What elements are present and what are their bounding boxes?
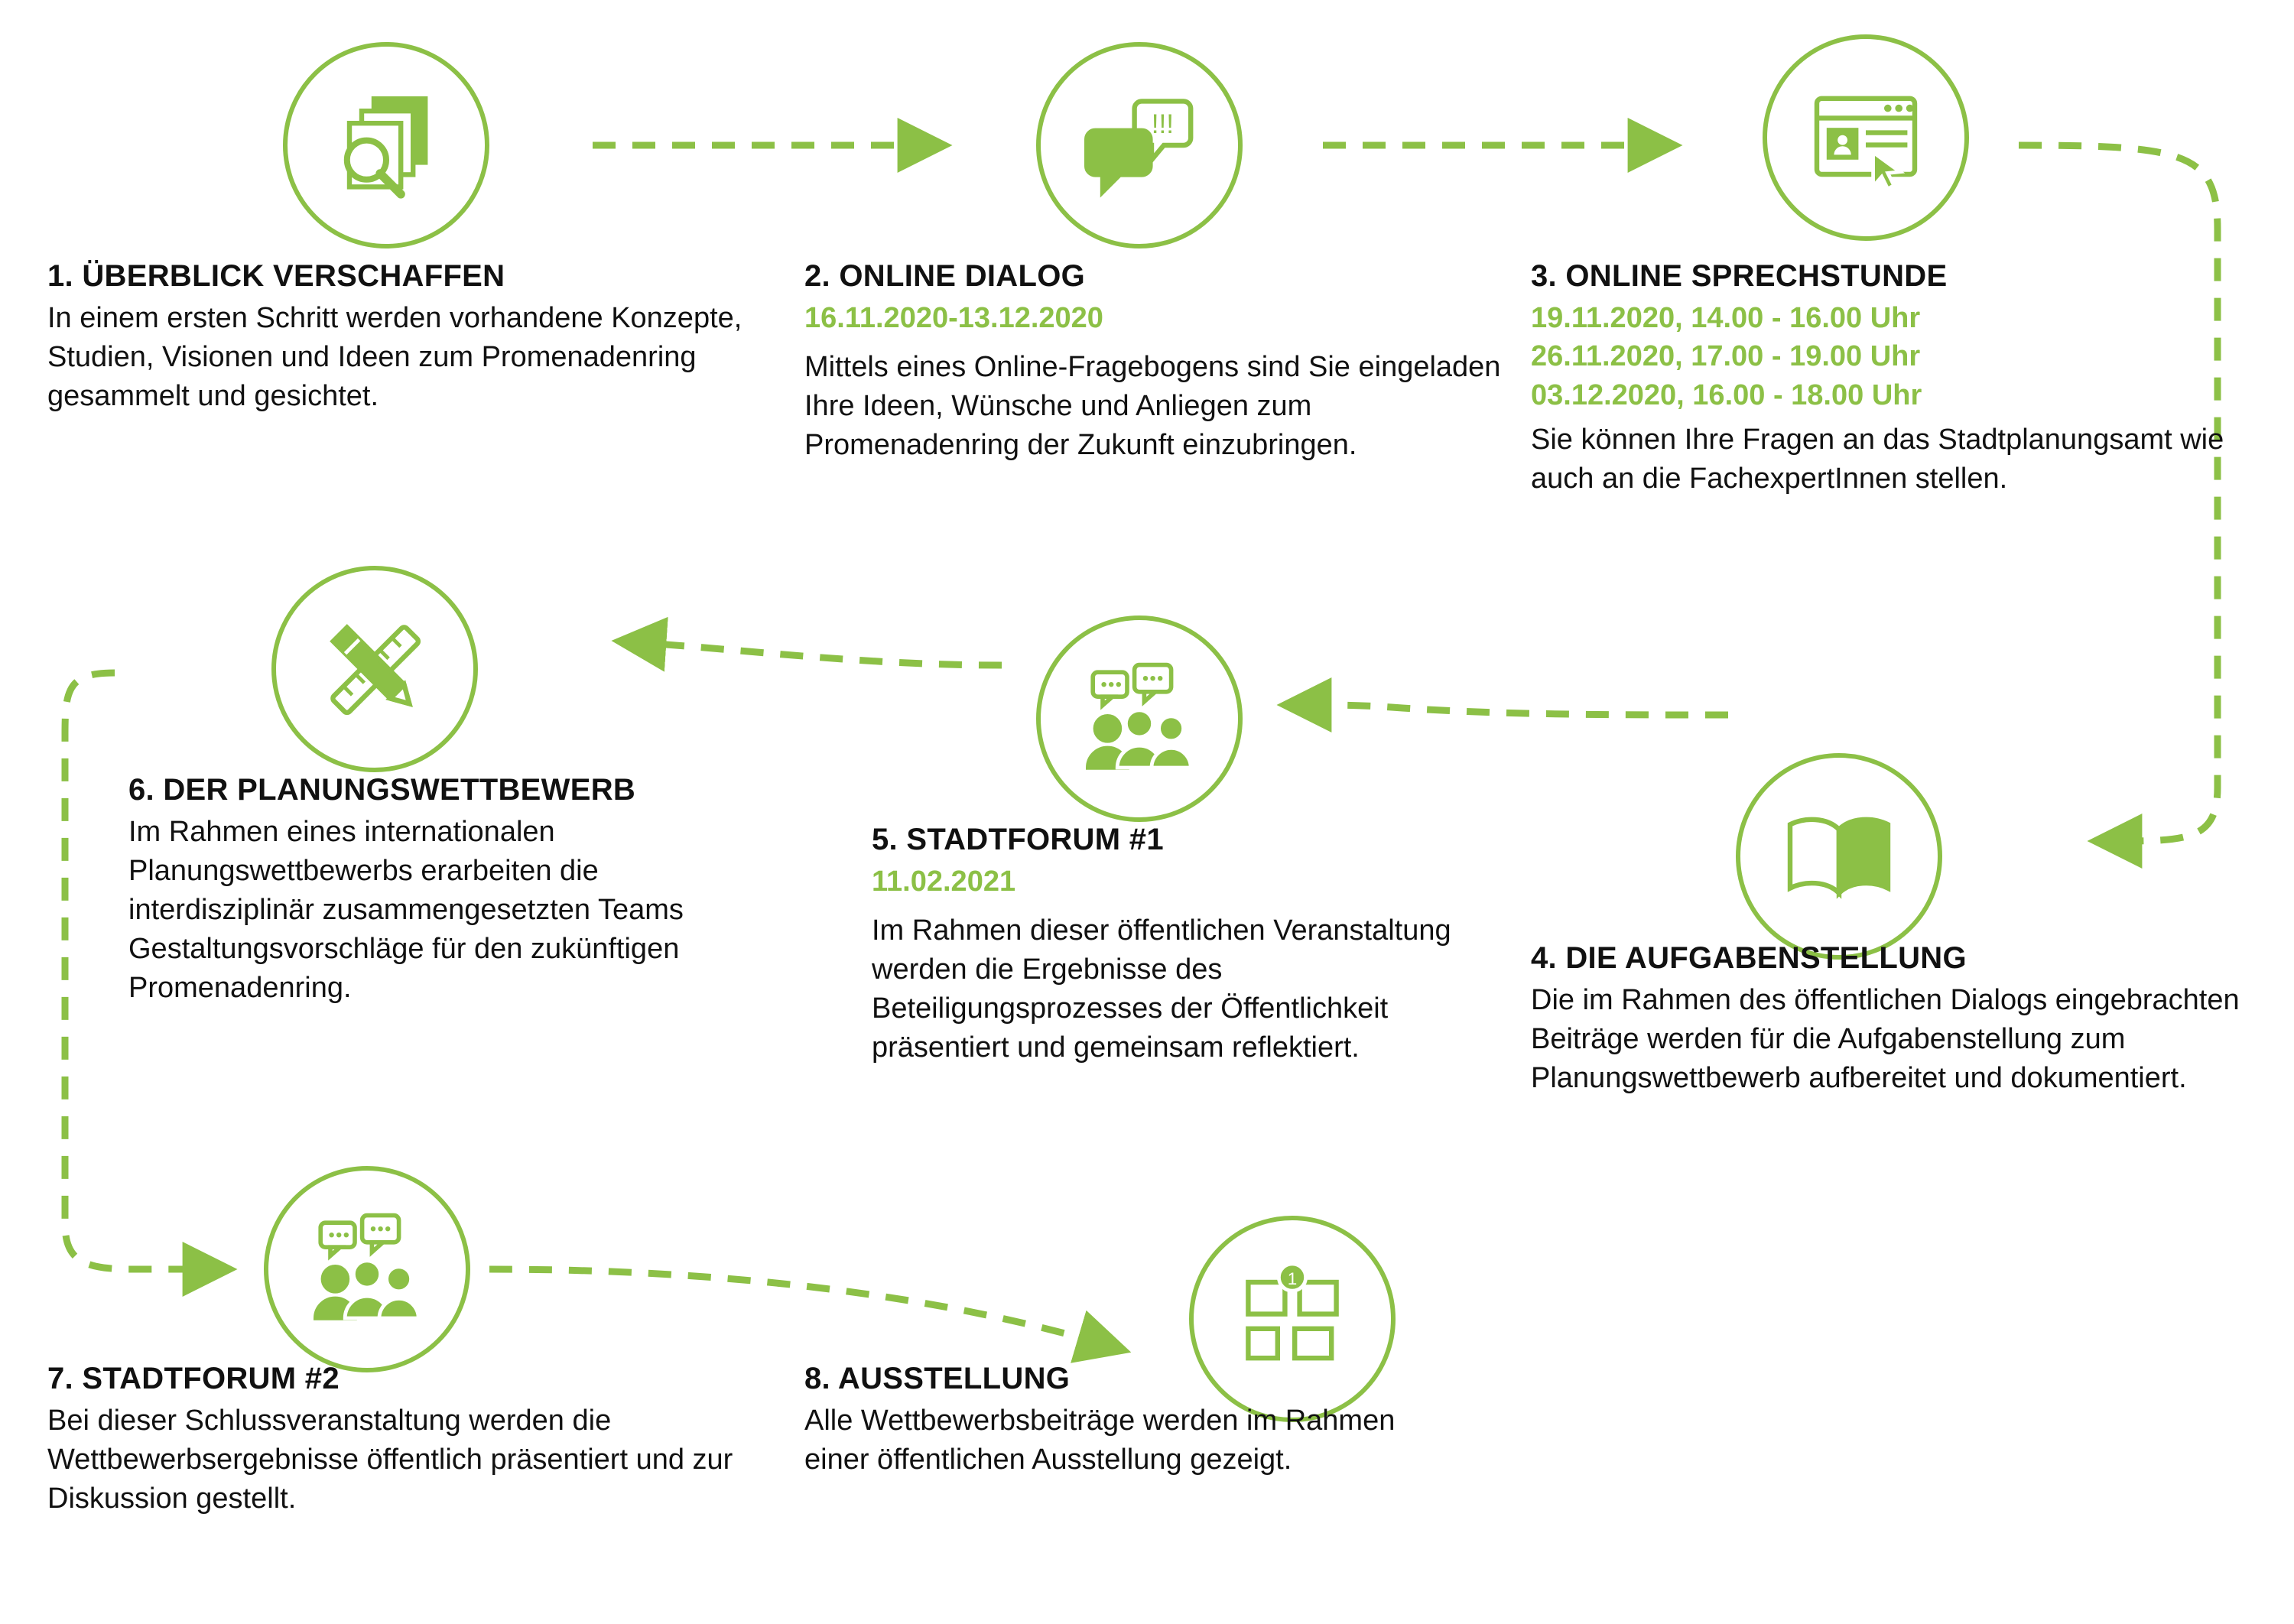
step-3-date-2: 26.11.2020, 17.00 - 19.00 Uhr: [1531, 340, 1921, 373]
step-3-title: 3. ONLINE SPRECHSTUNDE: [1531, 259, 1948, 293]
step-2-text: [804, 258, 1516, 465]
step-4-icon-circle: [1736, 753, 1942, 960]
arrow-7-to-8: [489, 1269, 1109, 1346]
step-5-text: [872, 822, 1491, 1067]
step-3-dates: [1531, 299, 2257, 414]
open-book-icon: [1778, 795, 1900, 918]
step-8-title: 8. AUSSTELLUNG: [804, 1362, 1071, 1395]
step-4-title: 4. DIE AUFGABENSTELLUNG: [1531, 941, 1967, 975]
step-1-title: 1. ÜBERBLICK VERSCHAFFEN: [47, 259, 505, 293]
step-1-text: [47, 258, 759, 416]
step-3-date-1: 19.11.2020, 14.00 - 16.00 Uhr: [1531, 302, 1921, 335]
arrow-4-to-5: [1300, 705, 1728, 715]
step-6-title: 6. DER PLANUNGSWETTBEWERB: [128, 773, 636, 807]
step-2-title: 2. ONLINE DIALOG: [804, 259, 1086, 293]
step-3-date-3: 03.12.2020, 16.00 - 18.00 Uhr: [1531, 378, 1922, 411]
step-3-icon-circle: [1763, 34, 1969, 241]
step-7-description: Bei dieser Schlussveranstaltung werden die Wettbewerbsergebnisse öffentlich präsentiert und zur Diskussion gestellt.: [47, 1405, 733, 1515]
step-7-title: 7. STADTFORUM #2: [47, 1362, 340, 1395]
step-8-text: [804, 1361, 1462, 1479]
documents-magnifier-icon: [325, 84, 447, 206]
arrow-5-to-6: [635, 642, 1002, 665]
step-5-title: 5. STADTFORUM #1: [872, 823, 1164, 856]
step-5-date-1: 11.02.2021: [872, 866, 1016, 898]
step-4-text: [1531, 940, 2257, 1098]
step-4-description: Die im Rahmen des öffentlichen Dialogs eingebrachten Beiträge werden für die Aufgabenstellung zum Planungswettbewerb aufbereitet und dokumentiert.: [1531, 984, 2240, 1094]
step-1-description: In einem ersten Schritt werden vorhandene Konzepte, Studien, Visionen und Ideen zum Promenadenring gesammelt und gesichtet.: [47, 302, 742, 412]
speech-bubbles-icon: [1078, 84, 1201, 206]
step-7-text: [47, 1361, 766, 1518]
step-6-text: [128, 772, 771, 1008]
step-3-text: [1531, 258, 2257, 498]
step-2-description: Mittels eines Online-Fragebogens sind Sie eingeladen Ihre Ideen, Wünsche und Anliegen zum Promenadenring der Zukunft einzubringen.: [804, 351, 1501, 462]
step-8-description: Alle Wettbewerbsbeiträge werden im Rahmen einer öffentlichen Ausstellung gezeigt.: [804, 1405, 1396, 1476]
step-7-icon-circle: [264, 1166, 470, 1372]
step-5-dates: [872, 862, 1491, 901]
step-3-description: Sie können Ihre Fragen an das Stadtplanungsamt wie auch an die FachexpertInnen stellen.: [1531, 423, 2224, 495]
step-2-dates: [804, 299, 1516, 337]
step-2-date-1: 16.11.2020-13.12.2020: [804, 302, 1103, 335]
step-1-icon-circle: [283, 42, 489, 248]
step-2-icon-circle: [1036, 42, 1243, 248]
svg-text:!!!: !!!: [1151, 109, 1175, 139]
svg-text:1: 1: [1287, 1269, 1298, 1289]
step-6-description: Im Rahmen eines internationalen Planungswettbewerbs erarbeiten die interdisziplinär zusammengesetzten Teams Gestaltungsvorschläge für den zukünftigen Promenadenring.: [128, 816, 684, 1004]
browser-window-cursor-icon: [1805, 76, 1927, 199]
people-speech-bubbles-icon: [306, 1208, 428, 1330]
step-5-description: Im Rahmen dieser öffentlichen Veranstaltung werden die Ergebnisse des Beteiligungsprozesses der Öffentlichkeit präsentiert und gemeinsam reflektiert.: [872, 914, 1451, 1064]
ruler-pencil-icon: [314, 608, 436, 730]
people-speech-bubbles-icon: [1078, 658, 1201, 780]
step-6-icon-circle: [271, 566, 478, 772]
step-5-icon-circle: [1036, 615, 1243, 822]
